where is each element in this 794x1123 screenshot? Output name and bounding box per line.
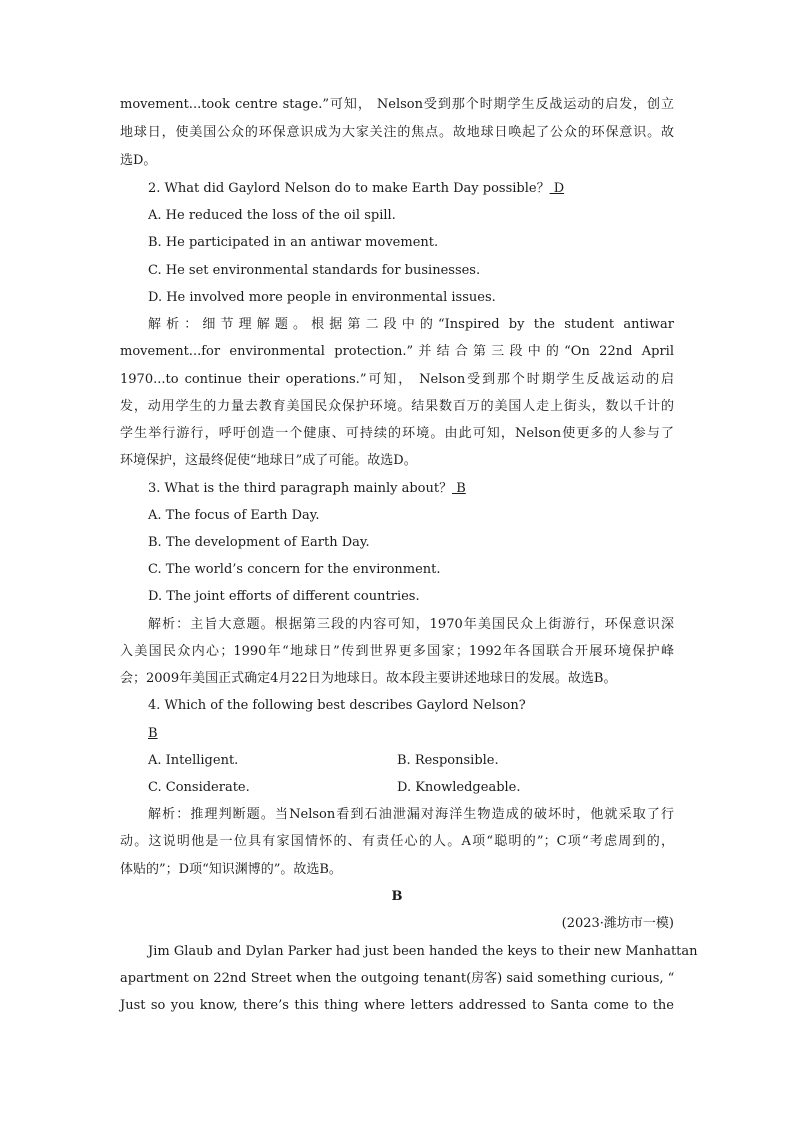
analysis-line: movement...for environmental protection.”并结合第三段中的“On 22nd April [120,344,674,359]
answer-blank: D [549,181,565,196]
passage-line: apartment on 22nd Street when the outgoing tenant(房客) said something curious, “ [120,971,675,986]
option-a: A. Intelligent. [148,753,239,768]
analysis-line: 解析：推理判断题。当Nelson看到石油泄漏对海洋生物造成的破坏时，他就采取了行 [148,807,674,822]
option-b: B. He participated in an antiwar movement. [148,235,439,250]
analysis-line: 解析：主旨大意题。根据第三段的内容可知，1970年美国民众上街游行，环保意识深 [148,617,674,632]
option-d: D. The joint efforts of different countries. [148,589,420,604]
analysis-line: 会；2009年美国正式确定4月22日为地球日。故本段主要讲述地球日的发展。故选B。 [120,671,617,686]
option-b: B. The development of Earth Day. [148,535,370,550]
question-4-answer [148,726,158,742]
answer-blank: B [452,481,466,496]
source-note: (2023·潍坊市一模) [561,916,674,931]
option-c: C. He set environmental standards for businesses. [148,263,481,278]
question-stem: 3. What is the third paragraph mainly about？ [148,481,453,496]
analysis-line: 体贴的”；D项“知识渊博的”。故选B。 [120,862,342,877]
analysis-line: 1970...to continue their operations.”可知， Nelson受到那个时期学生反战运动的启 [120,372,674,387]
question-stem: 2. What did Gaylord Nelson do to make Earth Day possible？ [148,181,550,196]
analysis-line: 环境保护，这最终促使“地球日”成了可能。故选D。 [120,453,417,468]
question-2 [148,181,564,197]
option-c: C. Considerate. [148,780,250,795]
option-c: C. The world’s concern for the environment. [148,562,441,577]
answer-blank: B [148,726,158,741]
section-heading: B [391,889,403,904]
option-d: D. Knowledgeable. [397,780,521,795]
analysis-line: 动。这说明他是一位具有家国情怀的、有责任心的人。A项“聪明的”；C项“考虑周到的， [120,834,674,849]
option-d: D. He involved more people in environmental issues. [148,290,496,305]
question-3 [148,481,466,497]
option-a: A. He reduced the loss of the oil spill. [148,208,396,223]
analysis-line: 发，动用学生的力量去教育美国民众保护环境。结果数百万的美国人走上街头，数以千计的 [120,399,674,414]
option-a: A. The focus of Earth Day. [148,508,320,523]
analysis-line: 学生举行游行，呼吁创造一个健康、可持续的环境。由此可知，Nelson使更多的人参与了 [120,426,674,441]
text-line: 选D。 [120,153,157,168]
passage-line: Jim Glaub and Dylan Parker had just been handed the keys to their new Manhattan [148,944,698,959]
passage-line: Just so you know, there’s this thing where letters addressed to Santa come to the [120,998,674,1013]
text-line: movement...took centre stage.”可知， Nelson受到那个时期学生反战运动的启发，创立 [120,97,674,112]
text-line: 地球日，使美国公众的环保意识成为大家关注的焦点。故地球日唤起了公众的环保意识。故 [120,125,674,140]
question-4-stem: 4. Which of the following best describes Gaylord Nelson? [148,698,526,713]
option-b: B. Responsible. [397,753,499,768]
analysis-line: 入美国民众内心；1990年“地球日”传到世界更多国家；1992年各国联合开展环境保护峰 [120,644,674,659]
analysis-line: 解析：细节理解题。根据第二段中的“Inspired by the student antiwar [148,317,674,332]
